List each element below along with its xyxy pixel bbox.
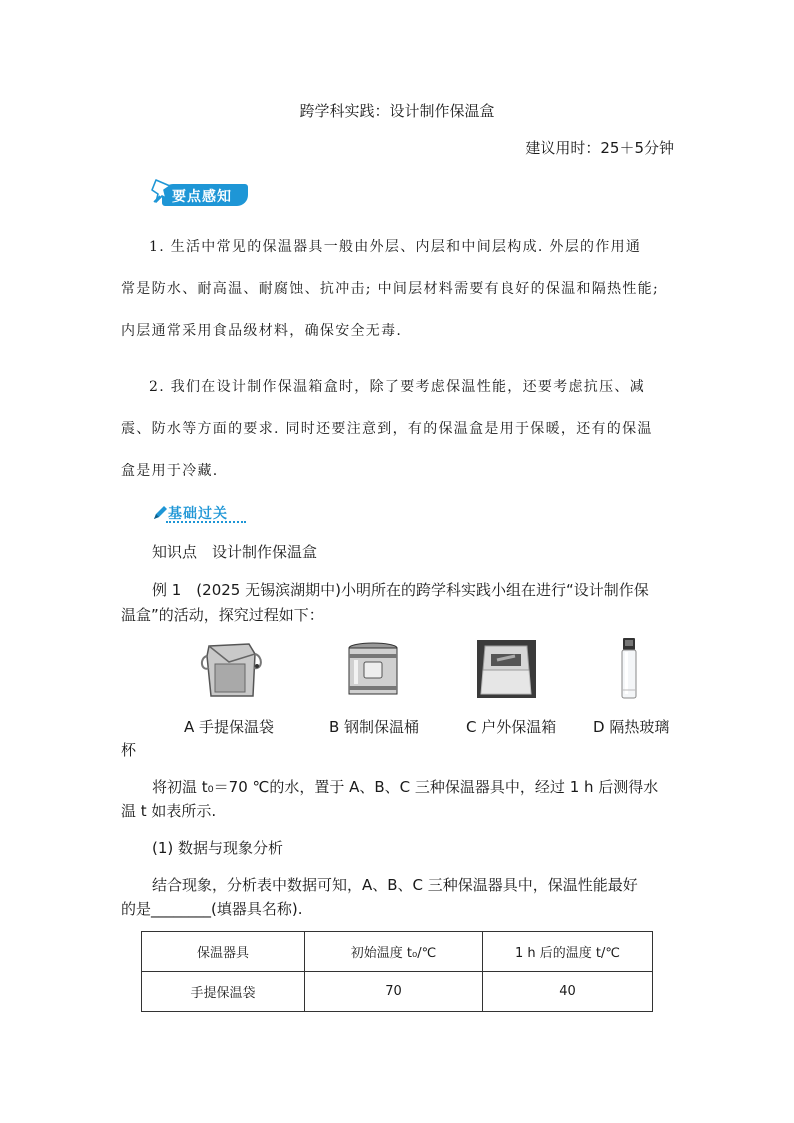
table-header-row bbox=[142, 932, 653, 972]
data-table bbox=[141, 931, 653, 1012]
paragraph-line: 2. 我们在设计制作保温箱盒时，除了要考虑保温性能，还要考虑抗压、减 bbox=[149, 379, 646, 395]
table-cell: 手提保温袋 bbox=[142, 972, 305, 1012]
caption-d-wrap: 杯 bbox=[121, 741, 137, 759]
table-header-cell: 1 h 后的温度 t/℃ bbox=[483, 932, 653, 972]
paragraph-2 bbox=[121, 376, 673, 486]
table-header-cell: 保温器具 bbox=[142, 932, 305, 972]
glass-cup-icon bbox=[618, 638, 640, 700]
setup-line: 温 t 如表所示. bbox=[121, 802, 217, 820]
table-row bbox=[142, 972, 653, 1012]
analysis-line: 的是________(填器具名称). bbox=[121, 900, 303, 918]
table-cell: 40 bbox=[483, 972, 653, 1012]
basics-label: 基础过关 bbox=[168, 506, 228, 522]
paragraph-line: 内层通常采用食品级材料，确保安全无毒. bbox=[121, 323, 403, 339]
paragraph-line: 常是防水、耐高温、耐腐蚀、抗冲击; 中间层材料需要有良好的保温和隔热性能; bbox=[121, 281, 659, 297]
caption-a: A 手提保温袋 bbox=[184, 718, 275, 736]
insulated-bag-icon bbox=[199, 638, 263, 700]
paragraph-line: 震、防水等方面的要求. 同时还要注意到，有的保温盒是用于保暖，还有的保温 bbox=[121, 421, 653, 437]
example-line: 例 1 (2025 无锡滨湖期中)小明所在的跨学科实践小组在进行“设计制作保 bbox=[152, 581, 649, 599]
paragraph-1 bbox=[121, 236, 673, 346]
suggested-time: 建议用时：25＋5分钟 bbox=[525, 139, 674, 157]
table-header-cell: 初始温度 t₀/℃ bbox=[305, 932, 483, 972]
page-title: 跨学科实践：设计制作保温盒 bbox=[299, 102, 495, 120]
paragraph-line: 盒是用于冷藏. bbox=[121, 463, 219, 479]
outdoor-cooler-icon bbox=[477, 640, 536, 698]
example-line: 温盒”的活动，探究过程如下： bbox=[121, 606, 324, 624]
paragraph-line: 1. 生活中常见的保温器具一般由外层、内层和中间层构成. 外层的作用通 bbox=[149, 239, 642, 255]
table-cell: 70 bbox=[305, 972, 483, 1012]
knowledge-point: 知识点 设计制作保温盒 bbox=[152, 543, 318, 561]
caption-d: D 隔热玻璃 bbox=[593, 718, 670, 736]
steel-bucket-icon bbox=[346, 640, 400, 698]
caption-b: B 钢制保温桶 bbox=[329, 718, 420, 736]
sub-question-1: (1) 数据与现象分析 bbox=[152, 839, 284, 857]
setup-line: 将初温 t₀＝70 ℃的水，置于 A、B、C 三种保温器具中，经过 1 h 后测得水 bbox=[152, 778, 659, 796]
caption-c: C 户外保温箱 bbox=[466, 718, 557, 736]
key-points-label: 要点感知 bbox=[172, 189, 232, 205]
basics-underline bbox=[166, 521, 246, 523]
analysis-line: 结合现象，分析表中数据可知，A、B、C 三种保温器具中，保温性能最好 bbox=[152, 876, 638, 894]
